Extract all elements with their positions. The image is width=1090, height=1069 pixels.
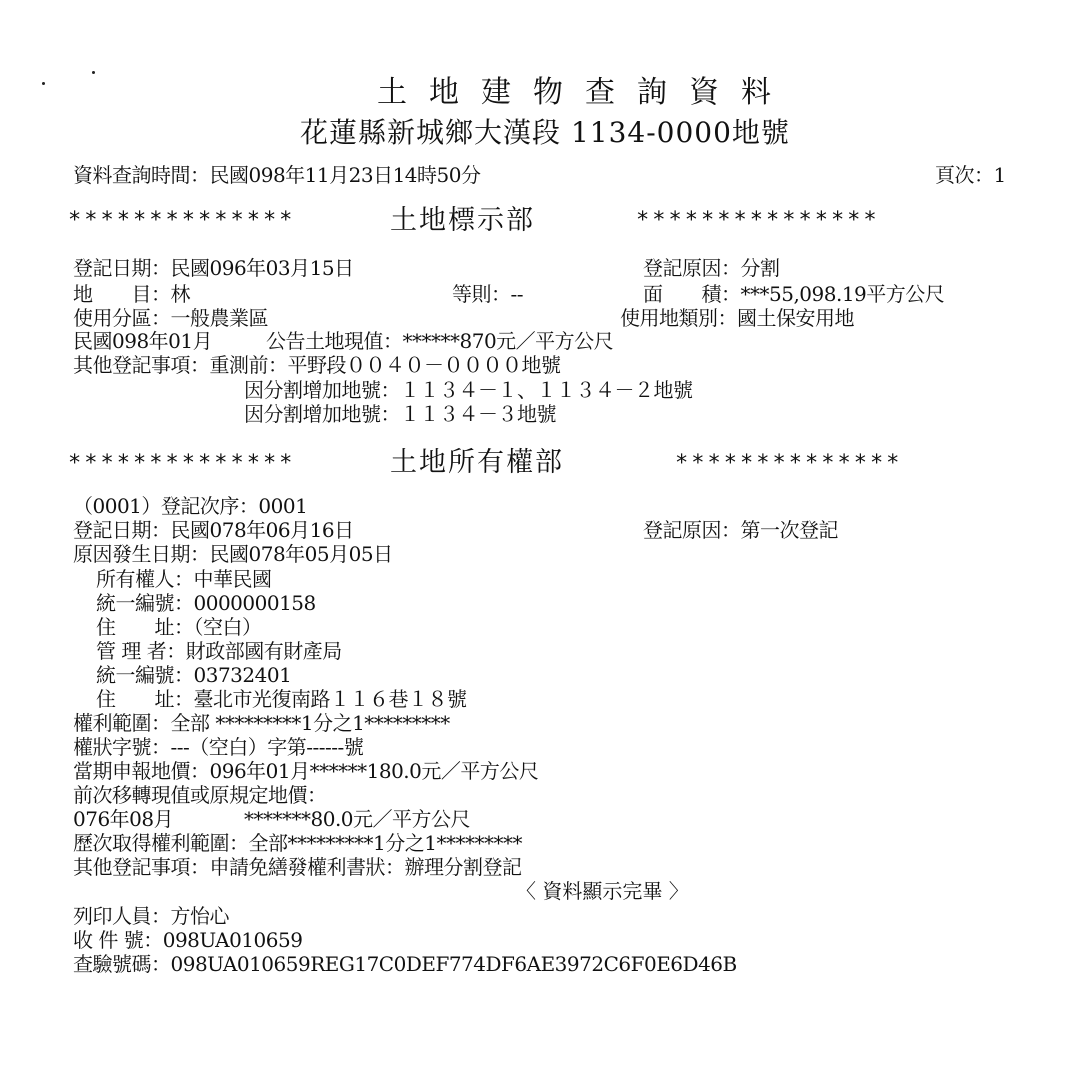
history-right-scope: 歷次取得權利範圍：全部*********1分之1********* (73, 831, 522, 855)
owner-reg-reason: 登記原因：第一次登記 (643, 518, 838, 542)
land-reg-date: 登記日期：民國096年03月15日 (73, 256, 354, 280)
owner-name: 所有權人：中華民國 (96, 567, 272, 591)
declared-land-value: 當期申報地價：096年01月******180.0元／平方公尺 (73, 759, 539, 783)
parcel-subtitle: 花蓮縣新城鄉大漢段 1134-0000地號 (300, 116, 790, 149)
scan-speck (92, 71, 95, 74)
manager-name: 管 理 者：財政部國有財產局 (96, 639, 342, 663)
owner-address: 住 址：（空白） (96, 615, 262, 639)
land-zoning: 使用分區：一般農業區 (73, 306, 268, 330)
receipt-number: 收 件 號：098UA010659 (73, 928, 303, 952)
query-time: 資料查詢時間：民國098年11月23日14時50分 (73, 163, 481, 187)
section-heading-ownership: 土地所有權部 (390, 447, 564, 478)
section-divider-stars: ************** (675, 451, 903, 476)
end-of-data-note: 〈 資料顯示完畢 〉 (516, 879, 689, 903)
cause-date: 原因發生日期：民國078年05月05日 (73, 542, 393, 566)
section-divider-stars: *************** (636, 208, 880, 233)
printer-name: 列印人員：方怡心 (73, 904, 229, 928)
announced-land-value: 公告土地現值：******870元／平方公尺 (266, 329, 614, 353)
owner-reg-date: 登記日期：民國078年06月16日 (73, 518, 354, 542)
verification-code: 查驗號碼：098UA010659REG17C0DEF774DF6AE3972C6F0E6D46B (73, 952, 737, 976)
land-reg-reason: 登記原因：分割 (643, 256, 780, 280)
land-grade: 等則：-- (452, 282, 524, 306)
land-use-type: 使用地類別：國土保安用地 (620, 306, 854, 330)
section-heading-land-marking: 土地標示部 (390, 205, 535, 236)
page-number: 頁次：1 (935, 163, 1006, 187)
manager-id: 統一編號：03732401 (96, 663, 292, 687)
registration-sequence: （0001）登記次序：0001 (73, 494, 308, 518)
manager-address: 住 址：臺北市光復南路１１６巷１８號 (96, 687, 467, 711)
certificate-number: 權狀字號：---（空白）字第------號 (73, 735, 364, 759)
owner-other-items: 其他登記事項：申請免繕發權利書狀：辦理分割登記 (73, 855, 522, 879)
document-title: 土地建物查詢資料 (377, 75, 793, 110)
right-scope: 權利範圍：全部 *********1分之1********* (73, 711, 450, 735)
previous-value-amount: *******80.0元／平方公尺 (244, 807, 471, 831)
section-divider-stars: ************** (68, 208, 296, 233)
land-other-items-line2: 因分割增加地號：１１３４－１、１１３４－２地號 (244, 378, 693, 402)
land-other-items-line3: 因分割增加地號：１１３４－３地號 (244, 402, 556, 426)
section-divider-stars: ************** (68, 451, 296, 476)
land-value-date: 民國098年01月 (73, 329, 213, 353)
owner-id: 統一編號：0000000158 (96, 591, 316, 615)
previous-value-date: 076年08月 (73, 807, 174, 831)
land-area: 面 積：***55,098.19平方公尺 (643, 282, 945, 306)
land-other-items-line1: 其他登記事項：重測前：平野段００４０－００００地號 (73, 353, 561, 377)
land-category: 地 目：林 (73, 282, 190, 306)
previous-value-label: 前次移轉現值或原規定地價： (73, 783, 327, 807)
